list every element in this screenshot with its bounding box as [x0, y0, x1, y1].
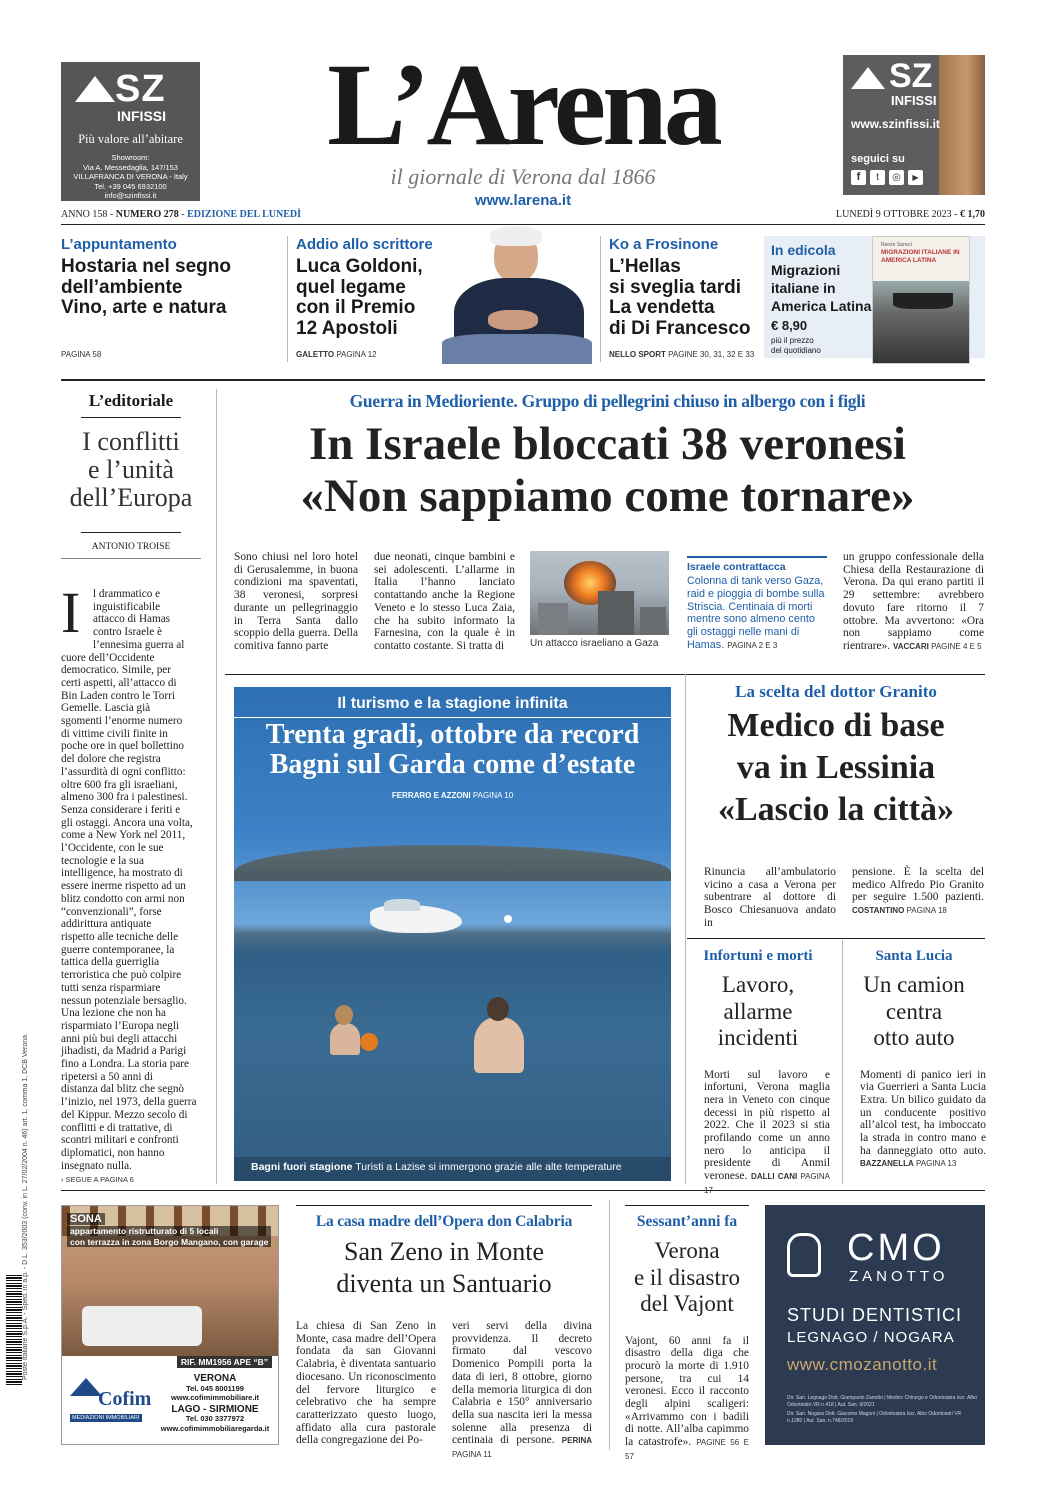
edicola-note — [771, 336, 821, 355]
anno: ANNO 158 - — [61, 209, 114, 220]
price: € 1,70 — [960, 209, 985, 220]
ad-description — [67, 1226, 271, 1247]
headline-line: L’Hellas — [609, 256, 681, 277]
edicola-title — [771, 261, 871, 315]
sofa — [82, 1306, 202, 1346]
hills — [234, 845, 671, 881]
headline-line: La vendetta — [609, 297, 715, 318]
editoriale-line: come a New York nel 2011, — [61, 829, 186, 842]
caption-text: Turisti a Lazise si immergono grazie alle alte temperature — [355, 1161, 622, 1173]
cmo-line: LEGNAGO / NOGARA — [787, 1329, 955, 1346]
editoriale-line: l’ennesima guerra al — [93, 638, 185, 651]
vajont-kicker: Sessant’anni fa — [636, 1213, 738, 1230]
cofim-contacts — [154, 1374, 276, 1433]
editoriale-line: nessun potenziale bersaglio. — [61, 994, 187, 1007]
page-ref — [234, 791, 671, 800]
headline-line: con il Premio — [296, 297, 416, 318]
phone: Tel. +39 045 6932100 — [94, 181, 167, 191]
editoriale-line: distanza dal blitz che segnò — [61, 1083, 185, 1096]
showroom-label: Showroom: — [111, 153, 150, 162]
headline-line: San Zeno in Monte — [343, 1237, 545, 1266]
title-line: dell’Europa — [69, 483, 193, 512]
israele-sidebar[interactable] — [687, 561, 827, 653]
author-rule — [61, 558, 201, 559]
contact-tel: Tel. 045 8001199 — [186, 1383, 244, 1393]
editoriale-line: blitz condotto con armi non — [61, 892, 185, 905]
editoriale-line: risparmiato l’Europa negli — [61, 1019, 180, 1032]
infortuni-headline — [687, 972, 829, 1052]
swimmer-2-head — [487, 997, 509, 1021]
headline-line: va in Lessinia — [736, 749, 936, 786]
lead-col-1: Sono chiusi nel loro hotel di Gerusalemme, in buona condizioni ma spaventati, 38 veronesi, sorpresi durante un pellegrinaggio in Terra Santa dallo scoppio della guerra. Della comitiva fanno parte — [234, 551, 358, 651]
editoriale-lines — [61, 588, 203, 1172]
ad-town: SONA — [67, 1213, 105, 1225]
editoriale-line: sgomenti l’enorme numero — [61, 715, 183, 728]
editoriale-line: attacco di Hamas — [93, 613, 171, 626]
youtube-icon[interactable]: ▶ — [908, 170, 923, 185]
contact-city: VERONA — [193, 1373, 237, 1384]
headline-line: Bagni sul Garda come d’estate — [269, 749, 636, 780]
editoriale-line: terroristica che può colpire — [61, 969, 182, 982]
editoriale-line: tecnologie e la sua — [61, 854, 144, 867]
headline-line: In Israele bloccati 38 veronesi — [308, 418, 906, 470]
headline-line: allarme — [723, 998, 793, 1024]
editoriale-line: Senza considerare i feriti e — [61, 803, 181, 816]
title-line: Migrazioni — [771, 262, 841, 278]
body-text: Momenti di panico ieri in via Guerrieri a Santa Lucia Extra. Un bilico guidato da un conducente positivo all’alcol test, ha imboccato la strada in contro mano e ha danneggiato otto auto. — [860, 1068, 986, 1157]
headline-line: incidenti — [717, 1025, 799, 1050]
headline-line: dell’ambiente — [61, 276, 183, 298]
editoriale-line: Una lezione che non ha — [61, 1007, 166, 1020]
sz-brand-top: SZ — [889, 57, 933, 95]
column-rule — [600, 236, 601, 362]
goldoni-photo[interactable] — [432, 222, 600, 364]
column-rule — [609, 1200, 610, 1450]
sz-brand-bottom: INFISSI — [891, 93, 937, 108]
date: LUNEDÌ 9 OTTOBRE 2023 - — [836, 209, 958, 220]
editoriale-line: l’inizio, nel 1973, della guerra — [61, 1096, 197, 1109]
editoriale-line: rispetto alle tecniche delle — [61, 930, 179, 943]
headline-line: Trenta gradi, ottobre da record — [265, 719, 640, 750]
medico-kicker: La scelta del dottor Granito — [735, 682, 937, 701]
ref-author: BAZZANELLA — [860, 1159, 914, 1169]
section-rule — [687, 938, 985, 939]
sanzeno-col-1: La chiesa di San Zeno in Monte, casa madre dell’Opera fondata da san Giovanni Calabria, è diventata santuario diocesano. Un riconoscimento del fervore liturgico e celebrativo che ha sempre caratterizzato questo luogo, affidato alla cura pastorale della congregazione dei Po- — [296, 1320, 436, 1447]
editoriale-line: l drammatico e — [93, 588, 161, 600]
edicola-box[interactable] — [764, 236, 985, 358]
ship-icon — [893, 293, 953, 309]
col4-body: un gruppo confessionale della Chiesa della Restaurazione di Verona. Da qui erano partiti il 29 settembre: avrebbero dovuto fare ritorno il 7 ottobre. Ma avvertono: «Ora non sappiamo come rientrare». — [843, 551, 984, 652]
editoriale-line: l’Occidente, con le sue — [61, 842, 164, 855]
santalucia-kicker: Santa Lucia — [875, 948, 953, 964]
email: info@szinfissi.it — [104, 191, 157, 200]
note-line: del quotidiano — [771, 345, 821, 355]
section-rule — [61, 379, 985, 381]
medico-col-2 — [852, 866, 984, 918]
cmo-brand-sub: ZANOTTO — [849, 1268, 949, 1285]
headline-line: 12 Apostoli — [296, 317, 398, 339]
fine-line: Dir. San. Nogara Dott. Giacomo Magoni | Odontoiatra Iscr. Albo Odontoiatri VR n.1280 | Aut. San. n.748/2019 — [787, 1411, 962, 1424]
page-ref: › SEGUE A PAGINA 6 — [61, 1175, 134, 1185]
ad-rif: RIF. MM1956 APE “B” — [177, 1356, 272, 1368]
boat-windshield — [384, 899, 420, 911]
editoriale-body — [61, 588, 203, 1187]
facebook-icon[interactable]: f — [851, 170, 866, 185]
editoriale-line: oltre 600 fra gli israeliani, — [61, 778, 178, 791]
gaza-photo[interactable] — [530, 551, 669, 635]
swimmer-1 — [330, 1023, 360, 1055]
masthead-title[interactable]: L’Arena — [327, 39, 719, 170]
contact-city: LAGO - SIRMIONE — [171, 1403, 259, 1415]
photo-jeans — [442, 334, 592, 364]
editoriale-line: addirittura antiquate — [61, 918, 152, 931]
editoriale-line: tattica della guerriglia — [61, 956, 160, 969]
headline-line: Hostaria nel segno — [61, 256, 231, 277]
page-ref: PAGINA 58 — [61, 350, 102, 359]
sz-url[interactable]: www.szinfissi.it — [851, 117, 940, 131]
teaser-hellas[interactable] — [609, 236, 759, 359]
cmo-zanotto-ad[interactable] — [765, 1205, 985, 1445]
sanzeno-headline[interactable] — [292, 1236, 596, 1300]
santalucia-headline — [843, 972, 985, 1052]
editoriale-line: di vittime civili finite in — [61, 727, 168, 740]
editoriale-line: Bin Laden contro le Torri — [61, 689, 175, 702]
page-ref: PAGINA 2 E 3 — [727, 640, 778, 650]
contact-web: www.cofimimmobiliare.it — [170, 1393, 260, 1402]
sanzeno-kicker: La casa madre dell’Opera don Calabria — [315, 1213, 573, 1230]
sz-infissi-ad-left[interactable] — [61, 62, 200, 201]
headline-line: quel legame — [296, 276, 406, 298]
headline-line: e il disastro — [633, 1264, 741, 1290]
editoriale-title — [61, 428, 201, 512]
sidebar-kicker: Israele contrattacca — [687, 561, 786, 573]
sanzeno-col-2 — [452, 1320, 592, 1462]
editoriale-column[interactable] — [61, 391, 201, 559]
headline-line: Un camion — [863, 972, 965, 997]
sz-brand-bottom: INFISSI — [117, 108, 167, 124]
ref-author: NELLO SPORT — [609, 350, 666, 359]
photo-caption — [251, 1161, 622, 1173]
body-text: Vajont, 60 anni fa il disastro della diga che procurò la morte di 1.910 persone, tra cui 14 veronesi. Ecco il racconto degli alpini scaligeri: «Arrivammo con i badili di notte. All’alba capimmo la catastrofe». — [625, 1334, 749, 1449]
column-rule — [216, 389, 217, 1184]
editoriale-line: certi aspetti, all’attacco di — [61, 676, 177, 689]
teaser-kicker: Addio allo scrittore — [296, 236, 433, 253]
sz-address-block — [61, 153, 200, 201]
desc-line: appartamento ristrutturato di 5 locali — [70, 1226, 219, 1236]
sz-tagline: Più valore all’abitare — [78, 132, 183, 146]
ref-page: PAGINA 11 — [452, 1450, 492, 1460]
editoriale-line: l’assurdità di ogni conflitto: — [61, 765, 186, 778]
headline-line: «Non sappiamo come tornare» — [300, 470, 915, 522]
book-author: Renzo Sancci — [881, 242, 912, 248]
headline-line: del Vajont — [640, 1291, 734, 1316]
cmo-line: STUDI DENTISTICI — [787, 1305, 963, 1325]
book-cover[interactable] — [872, 236, 970, 364]
page-ref — [609, 350, 754, 359]
editoriale-line: inguistificabile — [93, 600, 161, 613]
kicker-top-rule — [625, 1205, 749, 1206]
numero: NUMERO 278 — [115, 209, 179, 220]
ref-author: VACCARI — [892, 641, 929, 651]
infortuni-body — [704, 1069, 830, 1198]
headline-line: Vino, arte e natura — [61, 297, 227, 318]
book-title: MIGRAZIONI ITALIANE IN AMERICA LATINA — [881, 249, 960, 264]
infortuni-story[interactable] — [687, 948, 829, 1198]
ref-page: PAGINA 12 — [336, 350, 377, 359]
ref-author: COSTANTINO — [852, 906, 905, 916]
teaser-headline — [609, 257, 759, 339]
ref-author: PERINA — [561, 1436, 592, 1446]
medico-col-1: Rinuncia all’ambulatorio vicino a casa a Verona per subentrare al dottore di Bosco Chiesanuova andato in — [704, 866, 836, 929]
santalucia-story[interactable] — [843, 948, 985, 1171]
photo-hair — [490, 226, 542, 246]
edizione: - EDIZIONE DEL LUNEDÌ — [181, 209, 302, 220]
santalucia-body — [860, 1069, 986, 1172]
cmo-fine-print — [787, 1395, 977, 1424]
sidebar-body: Colonna di tank verso Gaza, raid e pioggia di bombe sulla Striscia. Centinaia di morti mentre sono almeno cento gli ostaggi nelle mani di Hamas. — [687, 575, 825, 651]
ref-page: PAGINA 10 — [472, 791, 514, 800]
kicker-top-rule — [296, 1205, 592, 1206]
follow-label: seguici su — [851, 153, 905, 165]
headline-line: centra — [885, 998, 943, 1024]
editoriale-kicker: L’editoriale — [88, 391, 174, 410]
editoriale-line: contro Israele è — [93, 626, 162, 639]
sz-infissi-ad-right[interactable] — [843, 55, 985, 195]
swimmer-1-head — [335, 1005, 353, 1025]
editoriale-line: almeno 300 fra i palestinesi. — [61, 791, 188, 804]
editoriale-author: ANTONIO TROISE — [91, 542, 171, 552]
lead-kicker: Guerra in Medioriente. Gruppo di pellegrini chiuso in albergo con i figli — [349, 391, 866, 411]
vajont-body — [625, 1335, 749, 1464]
cofim-ad[interactable] — [61, 1205, 279, 1445]
headline-line: diventa un Santuario — [336, 1269, 552, 1298]
sidebar-text — [687, 575, 827, 653]
editoriale-line: diplomatici, non hanno — [61, 1146, 165, 1159]
title-line: e l’unità — [88, 455, 174, 484]
teaser-appuntamento[interactable] — [61, 236, 281, 359]
ref-page: PAGINA 13 — [916, 1159, 957, 1169]
house-icon — [75, 76, 115, 102]
editoriale-line: del dolore che registra — [61, 753, 161, 766]
door-photo — [939, 55, 985, 195]
headline-line: Medico di base — [727, 707, 945, 744]
photo-hands — [488, 310, 538, 330]
editoriale-line: guerre contemporanee, la — [61, 943, 175, 956]
editoriale-line: insegnato nulla. — [61, 1159, 132, 1172]
lead-col-2: due neonati, cinque bambini e sei adolescenti. L’allarme in Italia l’hanno lanciato contattando anche la Regione Veneto e lo stesso Luca Zaia, che ha subito informato la Farnesina, con la quale è in contatto costante. Si tratta di — [374, 551, 515, 651]
column-rule — [287, 236, 288, 362]
headline-line: Lavoro, — [721, 972, 795, 997]
float-ball — [360, 1033, 378, 1051]
editoriale-line: democratico. Simile, per — [61, 664, 171, 677]
sz-brand-top: SZ — [115, 68, 166, 110]
headline-line: otto auto — [873, 1025, 955, 1050]
editoriale-line: scontri militari e confronti — [61, 1134, 179, 1147]
issue-date — [836, 209, 985, 220]
edicola-price: € 8,90 — [771, 318, 808, 333]
ref-page: PAGINE 4 E 5 — [931, 641, 982, 651]
building — [640, 607, 666, 635]
headline-line: di Di Francesco — [609, 317, 751, 339]
col2-body: veri servi della divina provvidenza. Il decreto firmato dal vescovo Domenico Pompili porta la data di ieri, 8 ottobre, giorno della memoria liturgica di don Calabria e 150° anniversario della sua nascita ieri la messa solenne alla presenza di centinaia di persone. — [452, 1320, 592, 1447]
ref-page: PAGINE 30, 31, 32 E 33 — [668, 350, 755, 359]
ref-author: FERRARO E AZZONI — [391, 791, 471, 800]
building — [538, 603, 568, 635]
headline-line: «Lascio la città» — [717, 791, 955, 828]
editoriale-line: conflitti e di trattative, di — [61, 1121, 173, 1134]
headline-line: si sveglia tardi — [609, 276, 742, 298]
sidebar-top-rule — [687, 556, 827, 558]
cmo-brand: CMO — [847, 1227, 945, 1269]
editoriale-line: gli ostaggi. Ancora una volta, — [61, 816, 193, 829]
col2-body: pensione. È la scelta del medico Alfredo Pio Granito per seguire 1.500 pazienti. — [852, 866, 984, 904]
section-rule — [61, 1190, 985, 1191]
editoriale-line: “convenzionali”, forse — [61, 905, 162, 918]
page-ref: PAGINE 56 E 57 — [625, 1438, 749, 1461]
barcode — [6, 1275, 22, 1385]
ref-author: GALETTO — [296, 350, 335, 359]
editoriale-line: jihadisti, da Madrid a Parigi — [61, 1045, 187, 1058]
garda-photo-story[interactable] — [234, 687, 671, 1181]
editoriale-line: Gemelle. Lascia già — [61, 702, 151, 715]
editoriale-line: del Kippur. Mezzo secolo di — [61, 1108, 188, 1121]
editoriale-line: tutti senza risparmiare — [61, 981, 161, 994]
desc-line: con terrazza in zona Borgo Mangano, con garage — [70, 1236, 269, 1247]
lead-headline[interactable] — [225, 418, 990, 522]
photo-story-kicker: Il turismo e la stagione infinita — [337, 695, 568, 712]
medico-headline[interactable] — [687, 705, 985, 831]
ref-page: PAGINA — [800, 1172, 830, 1182]
kicker-rule — [81, 417, 181, 418]
editoriale-line: fino a Londra. La storia pare — [61, 1058, 189, 1071]
cofim-logo — [70, 1378, 150, 1438]
column-rule — [685, 674, 686, 1184]
social-icons — [851, 170, 923, 185]
photo-story-headline — [234, 720, 671, 780]
editoriale-line: anni più bui degli attacchi — [61, 1032, 178, 1045]
editoriale-line: intelligence, ha mostrato di — [61, 867, 183, 880]
instagram-icon[interactable]: ◎ — [889, 170, 904, 185]
ref-page: PAGINA 18 — [906, 906, 947, 916]
caption-title: Bagni fuori stagione — [251, 1161, 353, 1173]
dropcap: I — [61, 580, 81, 645]
title-line: America Latina — [771, 298, 872, 314]
headline-line: Luca Goldoni, — [296, 256, 423, 277]
house-icon — [851, 67, 885, 89]
editoriale-line: poche ore in quel bollettino — [61, 740, 185, 753]
page-ref — [296, 350, 377, 359]
cofim-brand: Cofim — [98, 1388, 152, 1410]
teaser-headline — [61, 257, 281, 319]
teaser-kicker: Ko a Frosinone — [609, 236, 719, 253]
headline-line: Verona — [654, 1238, 720, 1263]
lead-col-4 — [843, 551, 984, 654]
buoy — [504, 915, 512, 923]
vajont-headline — [620, 1238, 754, 1318]
address-line: VILLAFRANCA DI VERONA - Italy — [73, 172, 188, 181]
teaser-kicker: L’appuntamento — [61, 236, 177, 253]
twitter-icon[interactable]: t — [870, 170, 885, 185]
note-line: più il prezzo — [771, 336, 814, 345]
editoriale-line: ripetersi a 50 anni di — [61, 1070, 153, 1083]
edicola-kicker: In edicola — [771, 242, 836, 258]
cmo-url[interactable]: www.cmozanotto.it — [787, 1355, 938, 1374]
masthead-url[interactable]: www.larena.it — [474, 192, 572, 209]
sz-logo — [61, 62, 200, 128]
contact-tel: Tel. 030 3377972 — [185, 1414, 245, 1423]
infortuni-kicker: Infortuni e morti — [703, 948, 813, 964]
ref-author: DALLI CANI — [751, 1172, 798, 1182]
kicker-rule — [234, 717, 671, 718]
title-line: italiane in — [771, 280, 836, 296]
author-rule — [81, 532, 181, 533]
issue-info — [61, 209, 301, 220]
tooth-icon — [787, 1233, 821, 1277]
section-rule — [225, 674, 985, 675]
editoriale-line: essere inerme rispetto ad un — [61, 880, 186, 893]
vajont-story[interactable] — [620, 1213, 754, 1464]
masthead-subtitle: il giornale di Verona dal 1866 — [390, 164, 656, 189]
body-text: Morti sul lavoro e infortuni, Verona maglia nera in Veneto con cinque decessi in più rispetto al 2022. Che il 2023 si stia profilando come un anno nero lo anticipa il presidente di Anmil veronese. — [704, 1068, 830, 1183]
address-line: Via A. Messedaglia, 147/153 — [83, 162, 178, 172]
contact-web: www.cofimimmobiliaregarda.it — [160, 1423, 270, 1433]
title-line: I conflitti — [82, 427, 180, 456]
swimmer-2 — [474, 1017, 524, 1073]
building — [598, 591, 634, 635]
cofim-brand-sub: MEDIAZIONI IMMOBILIARI — [72, 1415, 140, 1421]
spine-text: Poste Italiane S.p.A. - Sped. in a.p. - D.L. 353/2003 (conv. in L. 27/02/2004 n. 46) art. 1, comma 1, DCB Verona — [22, 1034, 29, 1380]
fine-line: Dir. San. Legnago Dott. Giampaolo Zanotto | Medico Chirurgo e Odontoiatra Iscr. Albo Odontoiatri VR n.418 | Aut. San. 9/2021 — [787, 1395, 978, 1408]
gaza-caption: Un attacco israeliano a Gaza — [530, 638, 659, 649]
editoriale-line: cuore dell’Occidente — [61, 651, 155, 664]
